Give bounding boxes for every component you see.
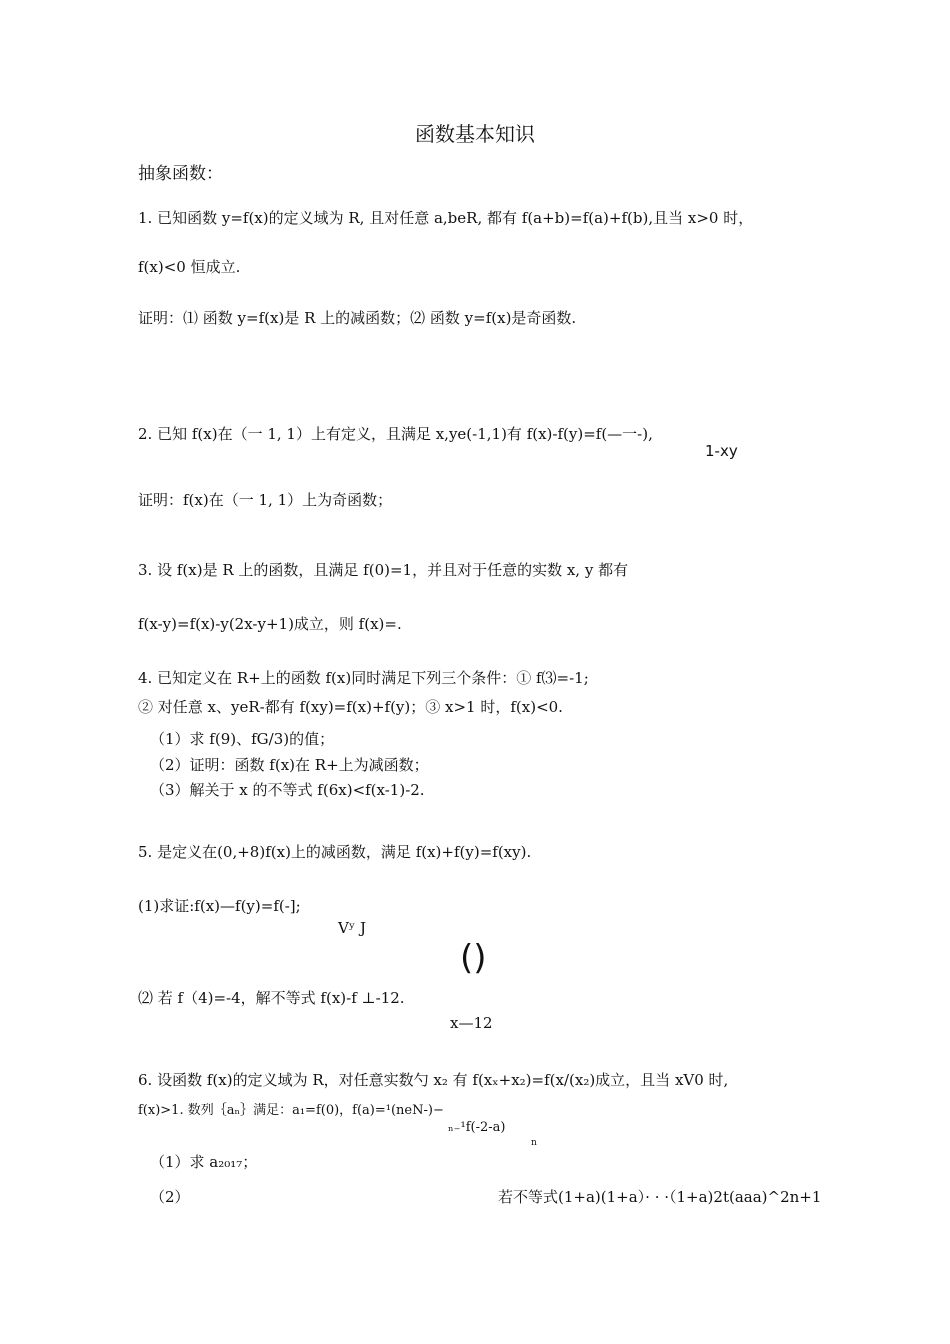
problem-6-line-2-sub-index: n	[531, 1138, 537, 1148]
problem-6-item-2-label: （2）	[150, 1188, 190, 1206]
problem-4-line-2: ② 对任意 x、yeR-都有 f(xy)=f(x)+f(y)；③ x>1 时，f(x)<0.	[138, 698, 563, 716]
section-heading: 抽象函数：	[138, 164, 223, 184]
problem-5-part-1-sub: Vʸ J	[338, 919, 366, 937]
problem-1-line-3: 证明：⑴ 函数 y=f(x)是 R 上的减函数；⑵ 函数 y=f(x)是奇函数.	[138, 309, 577, 327]
problem-6-item-2-text: 若不等式(1+a)(1+a）· · ·（1+a)2t(aaa)^2n+1	[498, 1188, 822, 1206]
problem-5-part-2-sub: x—12	[450, 1014, 493, 1032]
problem-5-part-2: ⑵ 若 f（4)=-4，解不等式 f(x)-f ⊥-12.	[138, 989, 405, 1007]
problem-4-item-3: （3）解关于 x 的不等式 f(6x)<f(x-1)-2.	[150, 781, 425, 799]
page-title: 函数基本知识	[415, 122, 535, 146]
problem-6-line-1: 6. 设函数 f(x)的定义域为 R，对任意实数勺 x₂ 有 f(xₓ+x₂)=f(x/(x₂)成立，且当 xV0 时,	[138, 1071, 729, 1089]
problem-5-parentheses: ()	[460, 938, 487, 978]
problem-1-line-1: 1. 已知函数 y=f(x)的定义域为 R, 且对任意 a,beR, 都有 f(a+b)=f(a)+f(b),且当 x>0 时，	[138, 209, 754, 227]
problem-3-line-2: f(x-y)=f(x)-y(2x-y+1)成立，则 f(x)=.	[138, 615, 402, 633]
problem-4-item-2: （2）证明：函数 f(x)在 R+上为减函数；	[150, 756, 429, 774]
problem-5-line-1: 5. 是定义在(0,+8)f(x)上的减函数，满足 f(x)+f(y)=f(xy).	[138, 843, 532, 861]
problem-1-line-2: f(x)<0 恒成立.	[138, 258, 241, 276]
problem-2-line-2: 证明：f(x)在（一 1, 1）上为奇函数；	[138, 491, 393, 509]
problem-4-item-1: （1）求 f(9)、fG/3)的值；	[150, 730, 335, 748]
problem-5-part-1: (1)求证:f(x)—f(y)=f(-];	[138, 897, 301, 915]
problem-2-line-1: 2. 已知 f(x)在（一 1, 1）上有定义，且满足 x,ye(-1,1)有 f(x)-f(y)=f(—一-),	[138, 425, 653, 443]
problem-3-line-1: 3. 设 f(x)是 R 上的函数，且满足 f(0)=1，并且对于任意的实数 x, y 都有	[138, 561, 629, 579]
problem-6-line-2: f(x)>1. 数列｛aₙ｝满足：a₁=f(0)，f(a)=¹(neN-)−	[138, 1103, 444, 1118]
problem-6-item-1: （1）求 a₂₀₁₇；	[150, 1153, 258, 1171]
problem-2-denominator: 1-xy	[705, 442, 738, 460]
problem-6-line-2-sub: ₙ₋¹f(-2-a)	[448, 1120, 506, 1135]
problem-4-line-1: 4. 已知定义在 R+上的函数 f(x)同时满足下列三个条件：① f⑶=-1;	[138, 669, 589, 687]
